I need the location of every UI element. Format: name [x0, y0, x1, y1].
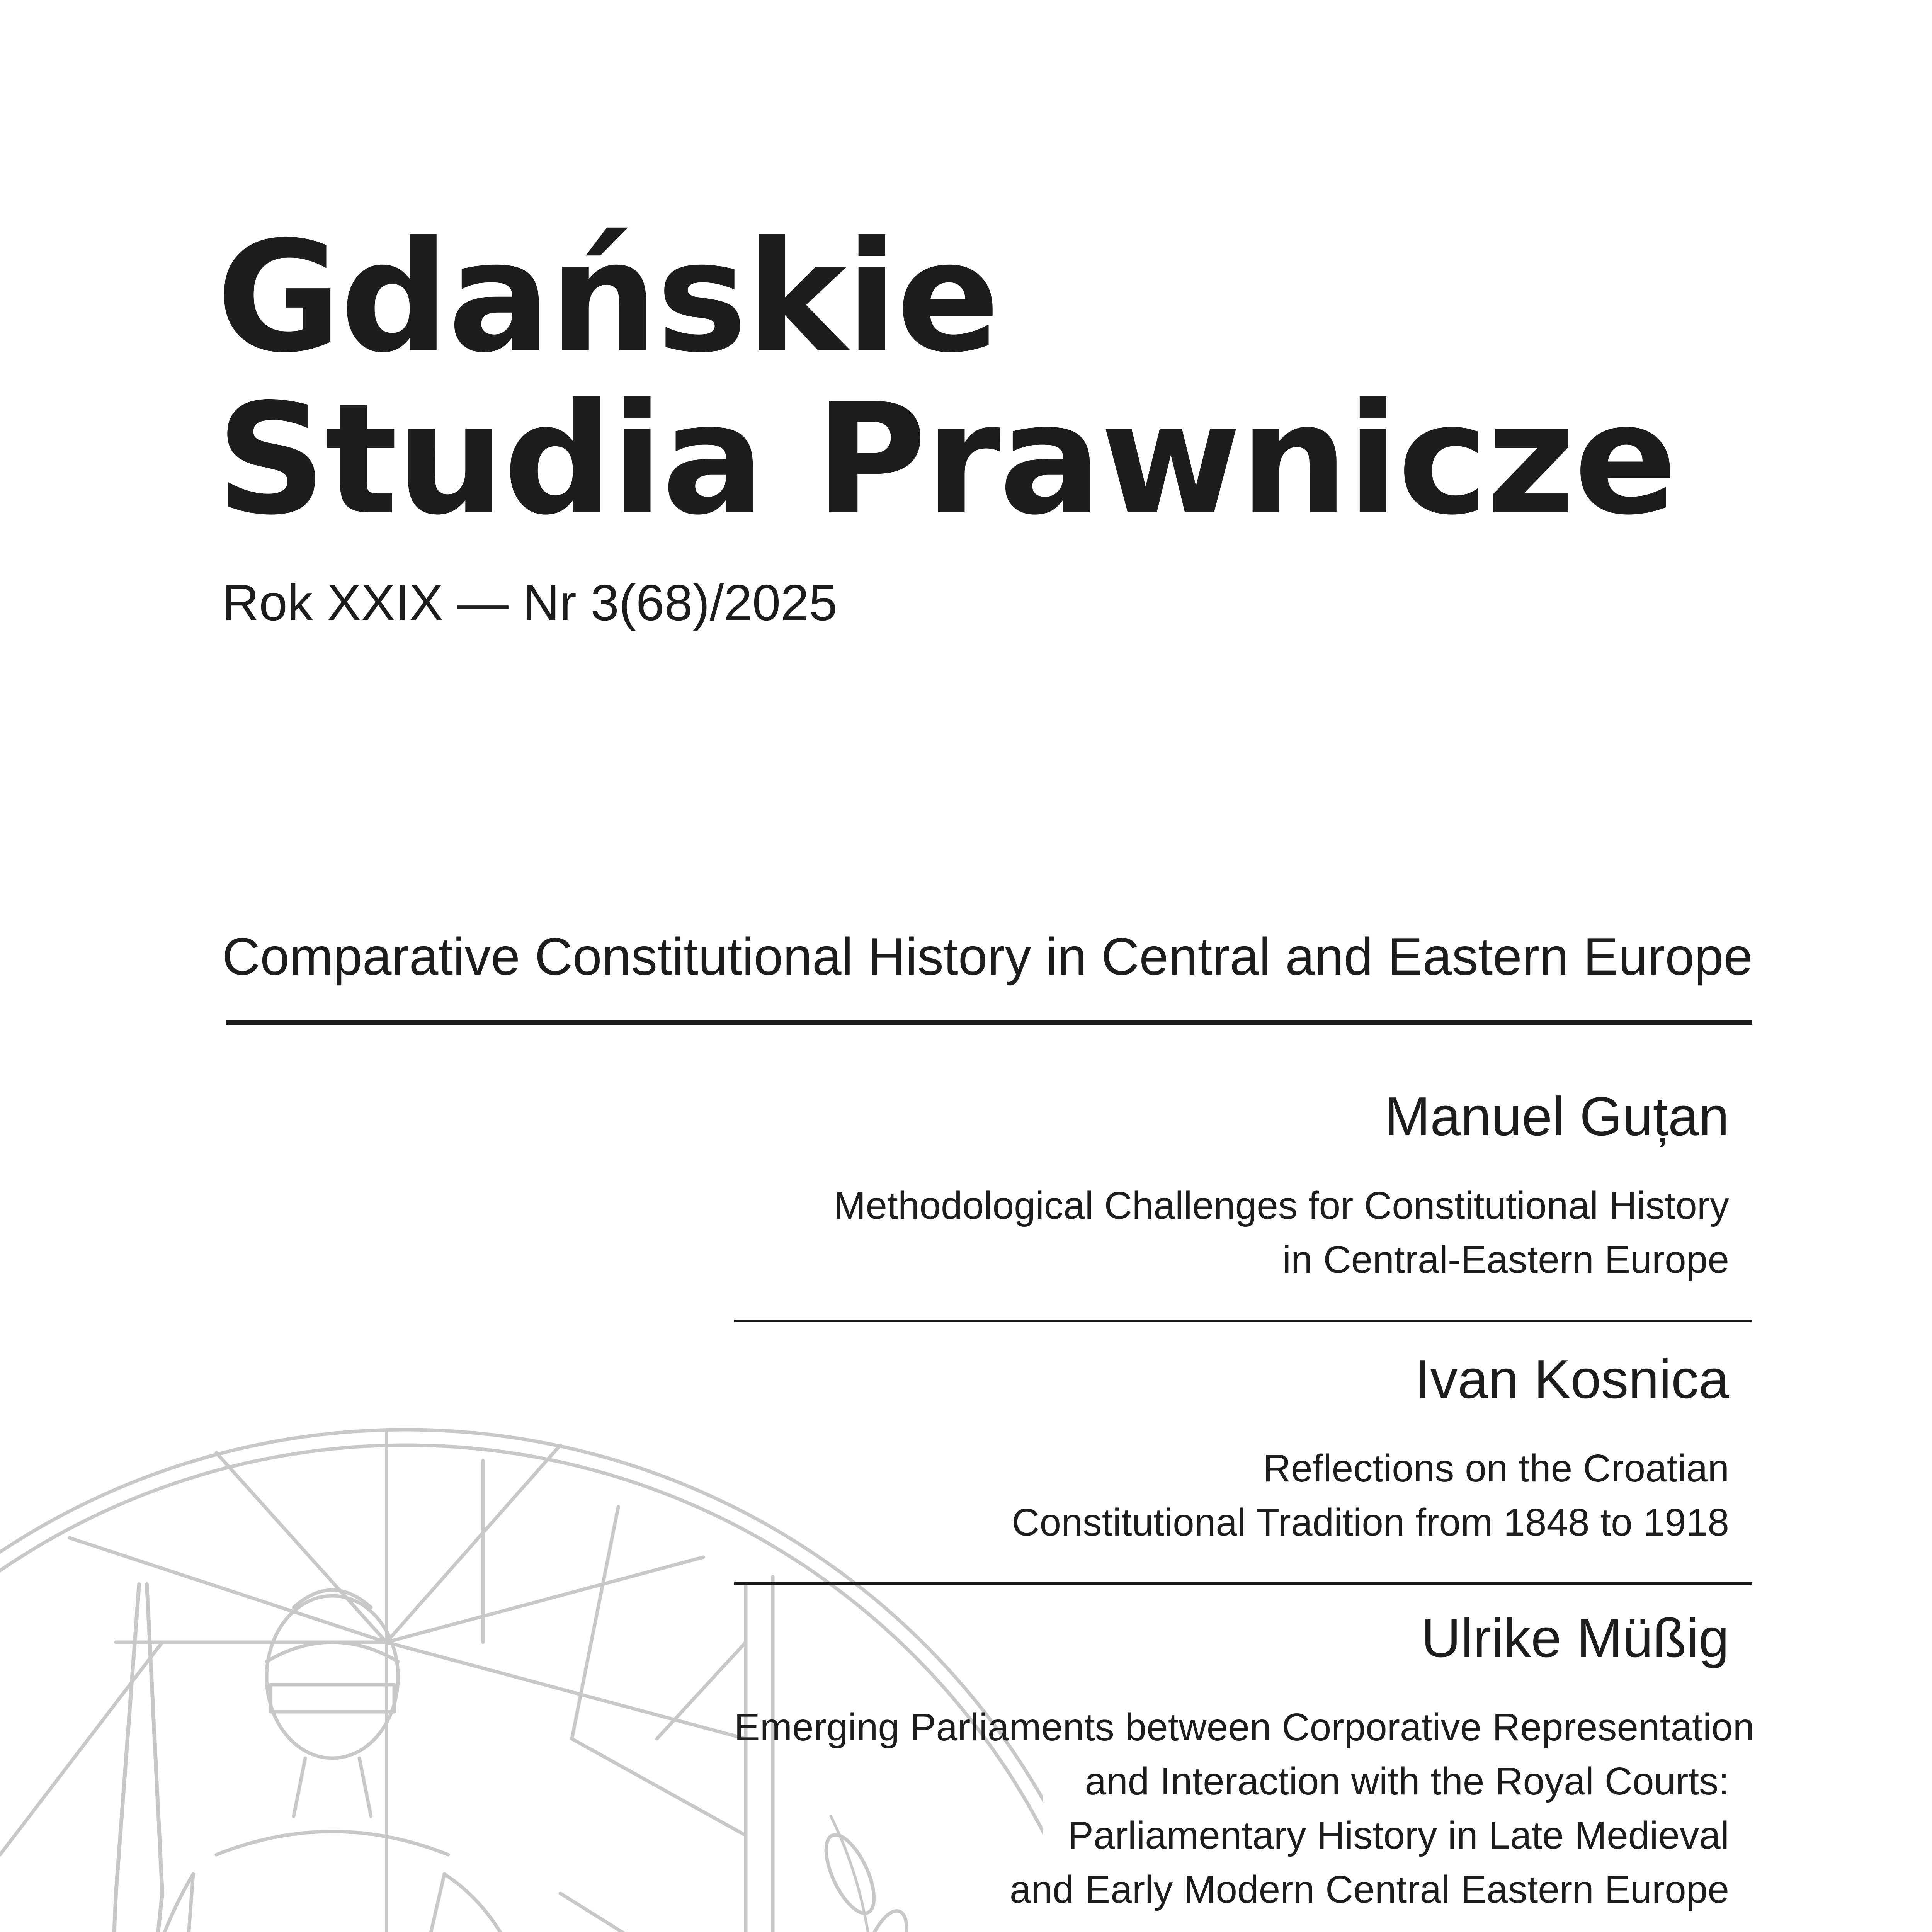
issue-theme: Comparative Constitutional History in Central and Eastern Europe: [222, 927, 1753, 986]
journal-title-line2: Studia Prawnicze: [216, 371, 1676, 549]
article-divider: [734, 1582, 1752, 1585]
article-title: [734, 1179, 1729, 1287]
article-title-line: Reflections on the Croatian: [1263, 1447, 1729, 1490]
article-entry: [734, 1345, 1752, 1604]
journal-title: [216, 209, 1676, 549]
article-divider: [734, 1320, 1752, 1322]
article-title: [734, 1441, 1729, 1549]
article-entry: [734, 1604, 1755, 1932]
article-title-line: Constitutional Tradition from 1848 to 1918: [1012, 1501, 1729, 1544]
article-list: [734, 1082, 1755, 1932]
article-title-line: Parliamentary History in Late Medieval: [1068, 1814, 1729, 1857]
article-author: Ulrike Müßig: [1421, 1607, 1729, 1669]
article-title-line: Methodological Challenges for Constitutional History: [833, 1184, 1729, 1227]
article-author: Manuel Guțan: [1384, 1086, 1729, 1147]
article-title-line: Emerging Parliaments between Corporative Representation: [734, 1706, 1755, 1749]
journal-title-line1: Gdańskie: [216, 209, 998, 386]
theme-divider: [226, 1020, 1752, 1025]
article-title: [734, 1700, 1755, 1917]
article-title-line: and Early Modern Central Eastern Europe: [1009, 1868, 1729, 1911]
article-entry: [734, 1082, 1752, 1345]
article-author: Ivan Kosnica: [1415, 1349, 1729, 1410]
issue-number: Rok XXIX — Nr 3(68)/2025: [222, 574, 837, 631]
article-title-line: in Central-Eastern Europe: [1282, 1238, 1729, 1281]
article-title-line: and Interaction with the Royal Courts:: [1085, 1760, 1729, 1803]
